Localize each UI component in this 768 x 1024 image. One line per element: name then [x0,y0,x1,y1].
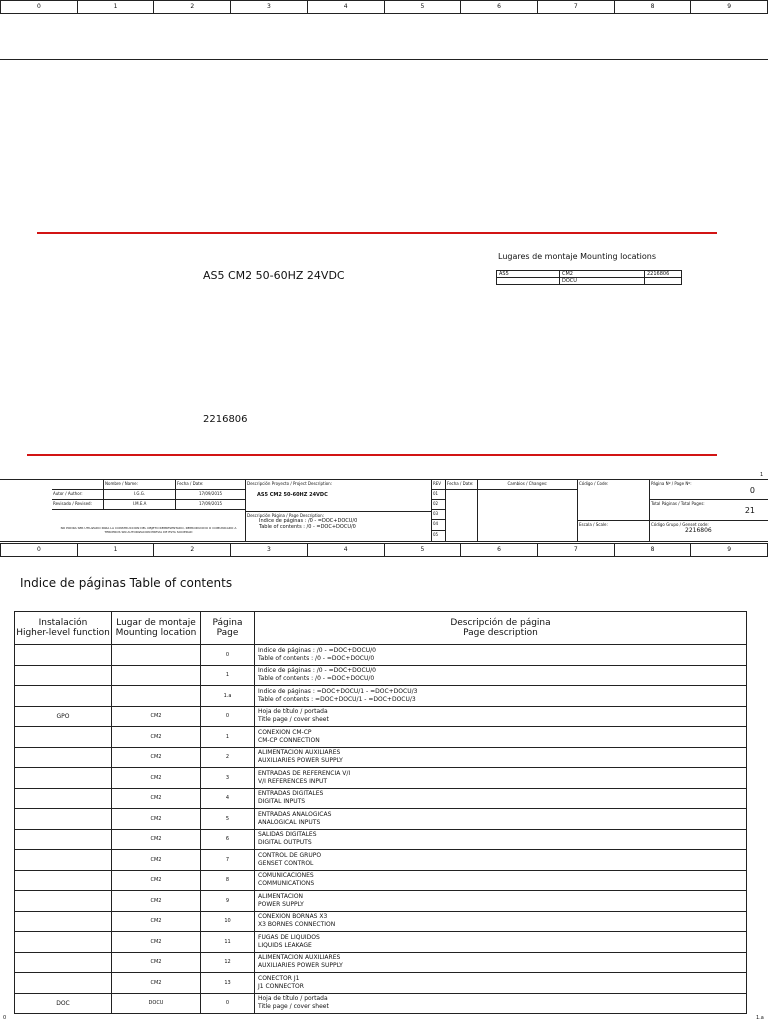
revised-label: Revisado / Revised: [52,500,104,510]
toc-header-description [255,612,747,645]
mounting-table [496,270,682,285]
toc-installation-cell [15,768,112,789]
toc-page-cell: 1 [201,727,255,748]
ruler-column-number: 9 [727,546,732,553]
toc-location-cell: CM2 [112,809,201,830]
toc-location-cell: CM2 [112,747,201,768]
toc-installation-cell [15,645,112,666]
toc-description-cell [255,993,747,1014]
toc-row [15,973,747,994]
toc-description-line-en: COMMUNICATIONS [258,880,315,888]
toc-description-cell [255,686,747,707]
header-line: Higher-level function [16,628,110,638]
toc-page-cell: 12 [201,952,255,973]
toc-description-cell [255,829,747,850]
toc-location-cell: CM2 [112,706,201,727]
page-no-label: Página Nº / Page Nº: [651,481,692,486]
ruler-column-number: 6 [461,544,538,556]
toc-installation-cell [15,973,112,994]
total-pages-value: 21 [744,506,755,515]
toc-title: Indice de páginas Table of contents [20,576,233,590]
rev-number: 03 [432,510,446,520]
page-no-block [650,480,768,500]
toc-row [15,829,747,850]
author-name: I.G.G. [104,490,176,500]
toc-page-cell: 8 [201,870,255,891]
mounting-cell: AS5 [497,271,560,278]
toc-description-cell [255,870,747,891]
toc-installation-cell [15,911,112,932]
toc-row [15,891,747,912]
date-label: Fecha / Date: [176,480,246,490]
toc-installation-cell: DOC [15,993,112,1014]
toc-installation-cell: GPO [15,706,112,727]
page-desc-label: Descripción Página / Page Description: [247,513,324,518]
toc-page-cell: 0 [201,645,255,666]
rev-changes [478,490,578,542]
header-line: Lugar de montaje [116,618,196,628]
toc-row [15,747,747,768]
mounting-heading: Lugares de montaje Mounting locations [498,252,657,261]
toc-row [15,665,747,686]
ruler-column-number: 8 [615,544,692,556]
total-pages-block [650,500,768,521]
toc-location-cell: CM2 [112,891,201,912]
mounting-cell: 2216806 [645,271,682,278]
toc-row [15,870,747,891]
page-desc-line-1: Indice de páginas : /0 - =DOC+DOCU/0 [259,518,358,524]
title-block [0,479,768,542]
page-desc-block [246,512,432,542]
toc-location-cell: CM2 [112,973,201,994]
mounting-row [497,271,682,278]
toc-description-cell [255,747,747,768]
rev-label: REV [432,480,446,490]
toc-location-cell [112,686,201,707]
toc-description-cell [255,850,747,871]
rev-number: 01 [432,490,446,500]
toc-description-line-en: J1 CONNECTOR [258,982,304,990]
toc-description-line-en: DIGITAL OUTPUTS [258,839,312,847]
scale-label: Escala / Scale: [578,521,650,542]
toc-installation-cell [15,870,112,891]
toc-location-cell [112,645,201,666]
toc-table [14,611,747,1014]
toc-installation-cell [15,809,112,830]
ruler-column-number: 5 [385,1,462,13]
toc-location-cell: CM2 [112,911,201,932]
toc-header-location [112,612,201,645]
ruler-column-number: 4 [308,1,385,13]
ruler-column-number: 9 [727,3,732,10]
author-date: 17/09/2015 [176,490,246,500]
toc-description-line-es: CONTROL DE GRUPO [258,851,322,859]
toc-page-cell: 6 [201,829,255,850]
toc-installation-cell [15,727,112,748]
toc-description-line-en: AUXILIARIES POWER SUPPLY [258,962,343,970]
toc-description-line-en: LIQUIDS LEAKAGE [258,941,312,949]
toc-location-cell: DOCU [112,993,201,1014]
toc-description-cell [255,973,747,994]
toc-description-line-es: ALIMENTACION [258,892,304,900]
toc-description-line-en: Table of contents : =DOC+DOCU/1 - =DOC+DOCU/3 [258,695,416,703]
toc-description-line-en: POWER SUPPLY [258,900,304,908]
code-label: Código / Code: [578,480,650,521]
toc-installation-cell [15,850,112,871]
toc-row [15,645,747,666]
rev-number: 02 [432,500,446,510]
toc-description-cell [255,768,747,789]
project-value: AS5 CM2 50-60HZ 24VDC [257,492,328,498]
toc-description-cell [255,788,747,809]
ruler-column-number: 8 [615,1,692,13]
toc-row [15,706,747,727]
rev-number: 04 [432,520,446,531]
toc-description-cell [255,932,747,953]
toc-installation-cell [15,932,112,953]
group-code-label: Código Grupo / Genset code: [651,522,709,527]
rev-dates [446,490,478,542]
toc-description-line-en: X3 BORNES CONNECTION [258,921,336,929]
toc-installation-cell [15,686,112,707]
toc-description-cell [255,911,747,932]
name-label: Nombre / Name: [104,480,176,490]
toc-description-line-es: Hoja de título / portada [258,708,328,716]
rev-number: 05 [432,531,446,542]
toc-page-cell: 1 [201,665,255,686]
footer-left: 0 [3,1015,7,1021]
toc-description-line-es: ENTRADAS DE REFERENCIA V/I [258,769,351,777]
toc-description-line-en: AUXILIARIES POWER SUPPLY [258,757,343,765]
toc-installation-cell [15,665,112,686]
red-rule-bottom [27,454,717,456]
header-line: Page [216,628,239,638]
mounting-row [497,278,682,285]
column-ruler-top [0,0,768,14]
toc-page-cell: 0 [201,993,255,1014]
toc-page-cell: 11 [201,932,255,953]
toc-installation-cell [15,747,112,768]
toc-page-cell: 4 [201,788,255,809]
toc-description-line-en: DIGITAL INPUTS [258,798,306,806]
header-line: Mounting location [115,628,197,638]
toc-page-cell: 1.a [201,686,255,707]
toc-header-row [15,612,747,645]
toc-row [15,993,747,1014]
toc-row [15,727,747,748]
toc-description-line-en: Table of contents : /0 - =DOC+DOCU/0 [258,654,375,662]
ruler-column-number: 0 [1,544,78,556]
ruler-column-number: 1 [78,544,155,556]
toc-description-line-es: ALIMENTACION AUXILIARES [258,749,341,757]
mounting-cell: DOCU [560,278,645,285]
toc-row [15,911,747,932]
header-line: Page description [463,628,538,638]
toc-row [15,686,747,707]
toc-description-line-es: COMUNICACIONES [258,872,314,880]
mounting-cell [497,278,560,285]
toc-description-line-es: CONEXION BORNAS X3 [258,913,328,921]
group-code-value: 2216806 [685,527,712,534]
toc-description-line-es: ENTRADAS ANALOGICAS [258,810,332,818]
toc-row [15,788,747,809]
toc-location-cell: CM2 [112,932,201,953]
toc-description-cell [255,809,747,830]
page-no-value: 0 [749,486,755,495]
empty-cell [52,480,104,490]
ruler-column-number: 6 [461,1,538,13]
cover-title: AS5 CM2 50-60HZ 24VDC [203,269,345,282]
toc-description-line-en: V/I REFERENCES INPUT [258,777,328,785]
toc-description-line-es: Indice de páginas : =DOC+DOCU/1 - =DOC+DOCU/3 [258,687,418,695]
toc-description-line-es: CONECTOR J1 [258,974,300,982]
toc-page-cell: 9 [201,891,255,912]
toc-description-line-en: CM-CP CONNECTION [258,736,320,744]
revised-date: 17/09/2015 [176,500,246,510]
toc-description-line-en: ANALOGICAL INPUTS [258,818,321,826]
toc-description-line-en: Title page / cover sheet [258,716,329,724]
toc-row [15,850,747,871]
toc-page-cell: 0 [201,706,255,727]
ruler-column-number: 4 [308,544,385,556]
project-block [246,480,432,512]
toc-installation-cell [15,891,112,912]
toc-description-line-es: FUGAS DE LIQUIDOS [258,933,320,941]
ruler-column-number: 1 [78,1,155,13]
red-rule-top [37,232,717,234]
toc-page-cell: 3 [201,768,255,789]
toc-page-cell: 2 [201,747,255,768]
header-line: Descripción de página [450,618,551,628]
divider [0,59,768,60]
header-line: Instalación [38,618,88,628]
toc-description-cell [255,891,747,912]
column-ruler-middle [0,543,768,557]
toc-location-cell [112,665,201,686]
toc-description-line-es: Hoja de título / portada [258,995,328,1003]
ruler-column-number: 3 [231,544,308,556]
toc-row [15,809,747,830]
author-label: Autor / Author: [52,490,104,500]
toc-description-line-es: Indice de páginas : /0 - =DOC+DOCU/0 [258,646,376,654]
toc-description-cell [255,706,747,727]
ruler-column-number: 7 [538,1,615,13]
legal-notice: NO PODRA SER UTILIZADO PARA LA CONSTRUCCION DEL OBJETO REPRESENTADO, REPRODUCIDO O COMUNICADO A TERCEROS SIN AUTORIZACION PREVIA DE ESTA SOCIEDAD [52,510,246,542]
page-desc-line-2: Table of contents : /0 - =DOC+DOCU/0 [259,524,356,530]
toc-location-cell: CM2 [112,829,201,850]
toc-location-cell: CM2 [112,952,201,973]
toc-row [15,952,747,973]
ruler-column-number: 2 [154,1,231,13]
toc-description-line-en: GENSET CONTROL [258,859,314,867]
toc-location-cell: CM2 [112,850,201,871]
group-code-block [650,521,768,542]
mounting-cell [645,278,682,285]
ruler-column-number: 3 [231,1,308,13]
toc-page-cell: 7 [201,850,255,871]
toc-header-page [201,612,255,645]
toc-page-cell: 5 [201,809,255,830]
toc-description-cell [255,952,747,973]
toc-row [15,768,747,789]
toc-row [15,932,747,953]
ruler-column-number: 5 [385,544,462,556]
footer-right: 1.a [756,1015,764,1021]
ruler-column-number: 0 [1,1,78,13]
changes-label: Cambios / Changes: [478,480,578,490]
toc-description-line-en: Title page / cover sheet [258,1003,329,1011]
toc-installation-cell [15,788,112,809]
toc-description-line-en: Table of contents : /0 - =DOC+DOCU/0 [258,675,375,683]
mounting-cell: CM2 [560,271,645,278]
toc-header-installation [15,612,112,645]
total-pages-label: Total Páginas / Total Pages: [651,501,705,506]
toc-location-cell: CM2 [112,727,201,748]
toc-description-cell [255,645,747,666]
rev-date-label: Fecha / Date: [446,480,478,490]
revised-name: I.M.E.A [104,500,176,510]
ruler-column-number: 7 [538,544,615,556]
toc-description-line-es: CONEXION CM-CP [258,728,312,736]
toc-description-line-es: ENTRADAS DIGITALES [258,790,324,798]
page-marker: 1 [760,472,764,478]
toc-location-cell: CM2 [112,870,201,891]
toc-location-cell: CM2 [112,788,201,809]
toc-description-cell [255,727,747,748]
toc-installation-cell [15,952,112,973]
cover-code: 2216806 [203,414,248,425]
toc-description-line-es: SALIDAS DIGITALES [258,831,317,839]
toc-description-line-es: ALIMENTACION AUXILIARES [258,954,341,962]
header-line: Página [212,618,243,628]
toc-location-cell: CM2 [112,768,201,789]
toc-description-cell [255,665,747,686]
project-label: Descripción Proyecto / Project Description: [247,481,333,486]
toc-page-cell: 10 [201,911,255,932]
toc-description-line-es: Indice de páginas : /0 - =DOC+DOCU/0 [258,667,376,675]
toc-installation-cell [15,829,112,850]
toc-page-cell: 13 [201,973,255,994]
ruler-column-number: 2 [154,544,231,556]
